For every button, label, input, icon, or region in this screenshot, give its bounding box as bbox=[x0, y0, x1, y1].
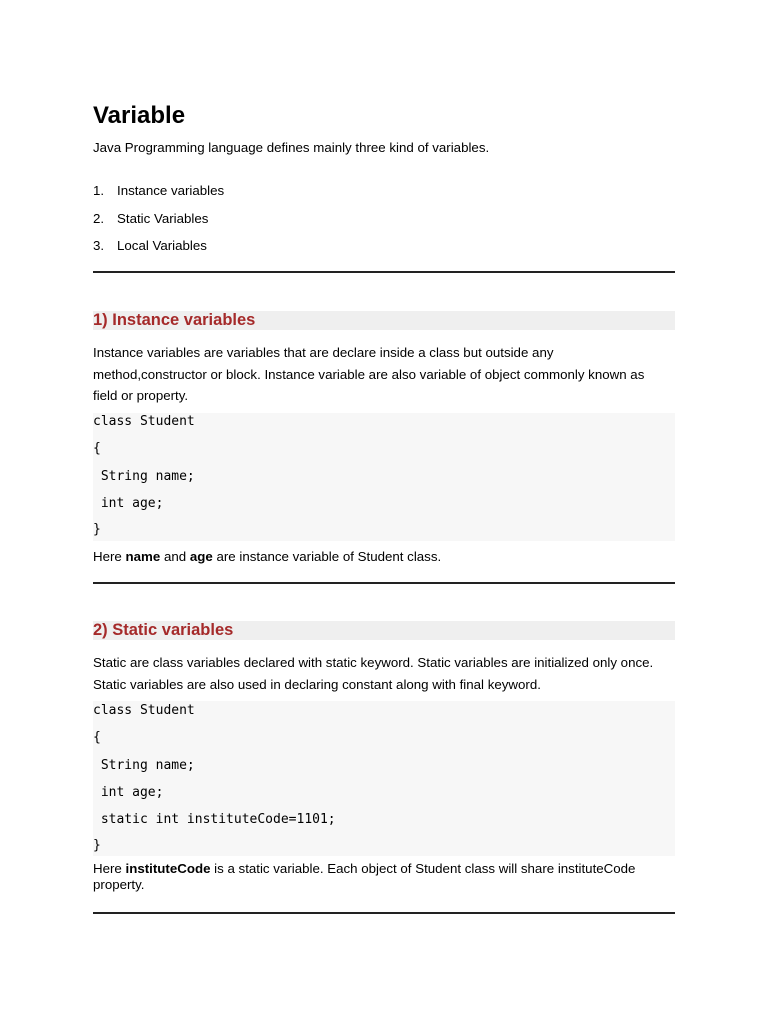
code-line: { bbox=[93, 441, 101, 456]
note-bold-term: age bbox=[189, 549, 213, 564]
page-title: Variable bbox=[93, 102, 186, 129]
paragraph-line: field or property. bbox=[93, 388, 189, 403]
section-divider bbox=[93, 271, 675, 273]
code-line: { bbox=[93, 730, 101, 745]
list-number: 1. bbox=[93, 183, 105, 198]
section-divider bbox=[93, 912, 675, 914]
note-bold-term: name bbox=[125, 549, 161, 564]
list-label: Instance variables bbox=[117, 183, 225, 198]
note-text: is a static variable. Each object of Student class will share instituteCode bbox=[210, 861, 636, 876]
section-heading-instance: 1) Instance variables bbox=[93, 311, 256, 329]
code-line: int age; bbox=[93, 496, 164, 511]
paragraph-line: Instance variables are variables that are declare inside a class but outside any bbox=[93, 345, 554, 360]
section-divider bbox=[93, 582, 675, 584]
paragraph-line: Static are class variables declared with static keyword. Static variables are initialized only once. bbox=[93, 655, 654, 670]
note-text: and bbox=[160, 549, 190, 564]
code-line: static int instituteCode=1101; bbox=[93, 812, 336, 827]
section-heading-static: 2) Static variables bbox=[93, 621, 234, 639]
paragraph-line: method,constructor or block. Instance variable are also variable of object commonly known as bbox=[93, 367, 645, 382]
static-note-continued: property. bbox=[93, 877, 145, 892]
paragraph-line: Static variables are also used in declaring constant along with final keyword. bbox=[93, 677, 541, 692]
code-line: String name; bbox=[93, 469, 195, 484]
list-item bbox=[93, 210, 208, 228]
note-bold-term: instituteCode bbox=[125, 861, 211, 876]
list-item bbox=[93, 237, 207, 255]
intro-text: Java Programming language defines mainly three kind of variables. bbox=[93, 140, 490, 155]
note-text: Here bbox=[93, 549, 126, 564]
list-label: Static Variables bbox=[117, 211, 209, 226]
list-number: 2. bbox=[93, 211, 105, 226]
code-line: } bbox=[93, 522, 101, 537]
note-text: are instance variable of Student class. bbox=[212, 549, 442, 564]
code-line: class Student bbox=[93, 703, 195, 718]
code-line: } bbox=[93, 838, 101, 853]
code-line: int age; bbox=[93, 785, 164, 800]
list-item bbox=[93, 182, 224, 200]
code-line: class Student bbox=[93, 414, 195, 429]
code-block bbox=[93, 701, 675, 856]
code-line: String name; bbox=[93, 758, 195, 773]
note-text: Here bbox=[93, 861, 126, 876]
list-number: 3. bbox=[93, 238, 105, 253]
static-note bbox=[93, 861, 635, 877]
list-label: Local Variables bbox=[117, 238, 207, 253]
instance-note bbox=[93, 546, 441, 568]
